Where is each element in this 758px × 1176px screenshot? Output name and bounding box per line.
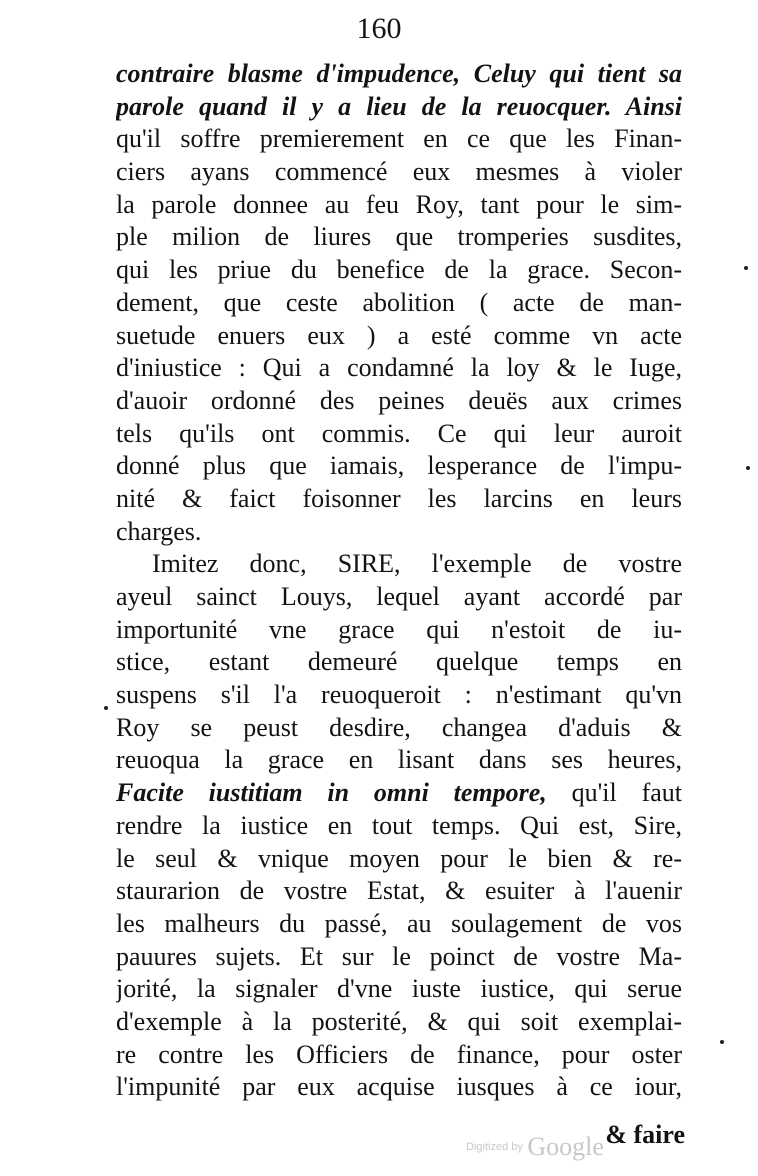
text-line: suspens s'il l'a reuoqueroit : n'estimant qu'vn xyxy=(116,680,682,710)
text-line: qui les priue du benefice de la grace. Secon- xyxy=(116,255,682,285)
watermark-brand: Google xyxy=(527,1132,604,1161)
text-line-rest: qu'il faut xyxy=(546,778,682,808)
text-line: d'exemple à la posterité, & qui soit exemplai- xyxy=(116,1006,682,1036)
text-line: dement, que ceste abolition ( acte de man- xyxy=(116,287,682,317)
text-line: les malheurs du passé, au soulagement de vos xyxy=(116,908,682,938)
text-line: importunité vne grace qui n'estoit de iu- xyxy=(116,614,682,644)
body-text xyxy=(116,58,682,1104)
text-line xyxy=(116,777,682,810)
text-line: la parole donnee au feu Roy, tant pour le sim- xyxy=(116,189,682,219)
text-line: nité & faict foisonner les larcins en leurs xyxy=(116,483,682,513)
text-line: qu'il soffre premierement en ce que les Finan- xyxy=(116,124,682,154)
text-line: d'auoir ordonné des peines deuës aux crimes xyxy=(116,385,682,415)
text-line: donné plus que iamais, lesperance de l'impu- xyxy=(116,451,682,481)
digitized-watermark xyxy=(466,1132,604,1162)
text-line: stice, estant demeuré quelque temps en xyxy=(116,647,682,677)
text-line: contraire blasme d'impudence, Celuy qui tient sa xyxy=(116,59,682,88)
text-line: d'iniustice : Qui a condamné la loy & le Iuge, xyxy=(116,353,682,383)
text-line: tels qu'ils ont commis. Ce qui leur auroit xyxy=(116,418,682,448)
text-line: Roy se peust desdire, changea d'aduis & xyxy=(116,712,682,742)
text-line: reuoqua la grace en lisant dans ses heures, xyxy=(116,745,682,775)
latin-quote: Facite iustitiam in omni tempore, xyxy=(116,778,547,808)
text-line: suetude enuers eux ) a esté comme vn acte xyxy=(116,320,682,350)
text-line: Imitez donc, SIRE, l'exemple de vostre xyxy=(152,549,682,579)
ink-speck xyxy=(720,1040,724,1044)
watermark-prefix: Digitized by xyxy=(466,1141,523,1153)
text-line: re contre les Officiers de finance, pour oster xyxy=(116,1039,682,1069)
catchword: & faire xyxy=(605,1120,685,1149)
text-line: l'impunité par eux acquise iusques à ce iour, xyxy=(116,1072,682,1102)
text-line: ple milion de liures que tromperies susdites, xyxy=(116,222,682,252)
ink-speck xyxy=(746,466,750,470)
text-line: staurarion de vostre Estat, & esuiter à l'auenir xyxy=(116,876,682,906)
text-line: parole quand il y a lieu de la reuocquer. Ainsi xyxy=(116,91,682,121)
text-line: jorité, la signaler d'vne iuste iustice, qui serue xyxy=(116,974,682,1004)
text-line: charges. xyxy=(116,516,202,546)
ink-speck xyxy=(744,266,748,270)
text-line: rendre la iustice en tout temps. Qui est, Sire, xyxy=(116,810,682,840)
ink-speck xyxy=(104,706,108,710)
text-line: ayeul sainct Louys, lequel ayant accordé par xyxy=(116,582,682,611)
text-line: ciers ayans commencé eux mesmes à violer xyxy=(116,157,682,187)
page-number: 160 xyxy=(356,12,402,45)
text-line: pauures sujets. Et sur le poinct de vostre Ma- xyxy=(116,941,682,971)
text-line: le seul & vnique moyen pour le bien & re- xyxy=(116,843,682,873)
